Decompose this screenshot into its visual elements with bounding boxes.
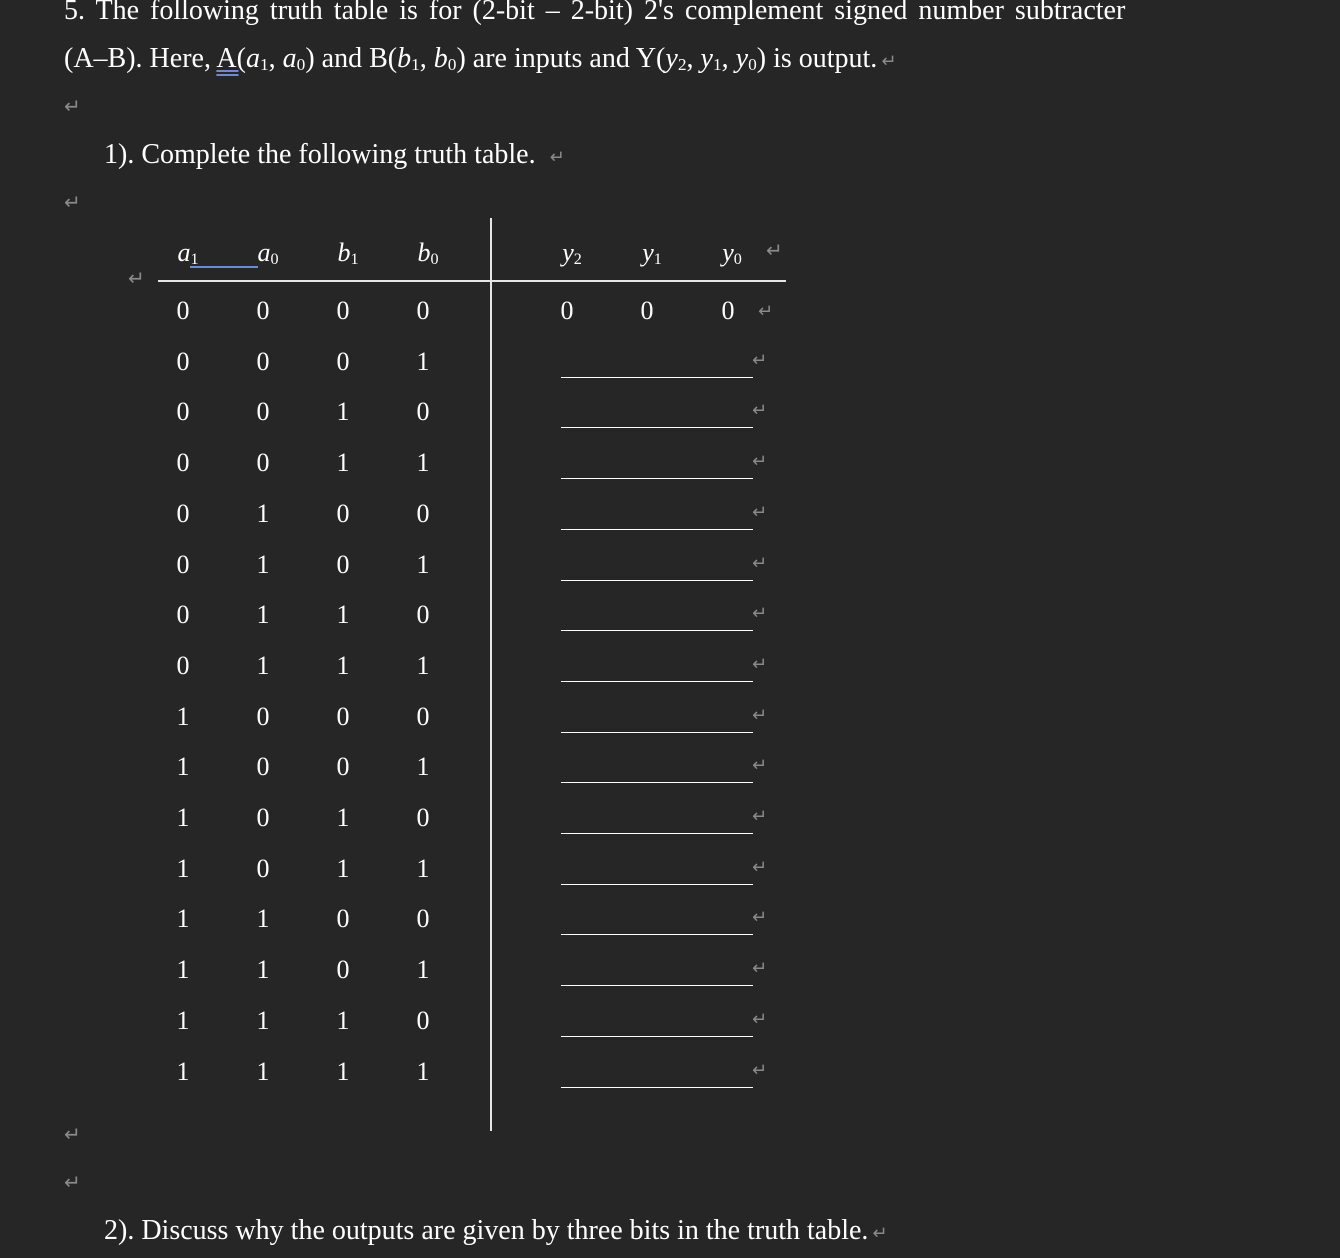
table-cell-input: 0 <box>416 1005 430 1035</box>
table-cell-input: 0 <box>176 498 190 528</box>
table-cell-input: 1 <box>336 803 350 832</box>
table-cell-input: 1 <box>336 1056 350 1086</box>
table-cell-input: 1 <box>176 853 190 883</box>
table-cell-input: 1 <box>416 549 430 579</box>
paragraph-mark-icon: ↵ <box>128 266 145 290</box>
answer-blank[interactable] <box>561 833 753 834</box>
table-cell-input: 1 <box>256 955 270 985</box>
table-cell-input: 0 <box>336 346 350 376</box>
table-vertical-divider <box>490 218 492 1131</box>
table-cell-input: 1 <box>336 448 350 478</box>
answer-blank[interactable] <box>561 478 753 479</box>
paragraph-mark-icon: ↵ <box>752 806 768 827</box>
table-cell-input: 0 <box>256 853 270 883</box>
table-cell-input: 0 <box>176 600 190 630</box>
paragraph-mark-icon: ↵ <box>752 552 768 574</box>
answer-blank[interactable] <box>561 782 753 783</box>
paragraph-mark-icon: ↵ <box>752 501 768 523</box>
table-cell-input: 1 <box>416 448 430 478</box>
paragraph-mark-icon: ↵ <box>752 1008 768 1030</box>
answer-blank[interactable] <box>561 1087 753 1088</box>
table-cell-input: 0 <box>336 752 350 782</box>
answer-blank[interactable] <box>561 985 753 986</box>
paragraph-mark-icon: ↵ <box>758 301 774 322</box>
paragraph-mark-icon: ↵ <box>752 400 768 422</box>
paragraph-mark-icon: ↵ <box>64 1122 81 1146</box>
table-cell-input: 1 <box>336 650 350 680</box>
paragraph-mark-icon: ↵ <box>64 1170 81 1194</box>
table-cell-input: 0 <box>256 803 270 832</box>
table-cell-input: 1 <box>336 1005 350 1035</box>
header-b0: $b_0$ <box>417 238 439 268</box>
table-cell-input: 0 <box>256 448 270 478</box>
table-cell-input: 1 <box>256 904 270 934</box>
table-cell-input: 0 <box>176 650 190 680</box>
table-cell-input: 1 <box>176 752 190 782</box>
answer-blank[interactable] <box>561 427 753 428</box>
paragraph-mark-icon: ↵ <box>881 51 897 72</box>
table-cell-input: 1 <box>176 803 190 832</box>
table-cell-input: 1 <box>176 955 190 985</box>
table-cell-input: 1 <box>336 397 350 427</box>
paragraph-mark-icon: ↵ <box>766 238 783 262</box>
table-cell-input: 0 <box>176 549 190 579</box>
table-cell-input: 1 <box>416 955 430 985</box>
table-cell-input: 0 <box>416 904 430 934</box>
table-cell-input: 0 <box>416 397 430 427</box>
question-text-1: 5. The following truth table is for (2-bit – 2-bit) 2's complement signed number subtracter <box>64 0 1126 26</box>
table-cell-input: 0 <box>176 346 190 376</box>
paragraph-mark-icon: ↵ <box>752 349 768 371</box>
answer-blank[interactable] <box>561 681 753 682</box>
header-y2: $y_2$ <box>562 238 582 268</box>
table-cell-input: 0 <box>336 498 350 528</box>
header-y0: $y_0$ <box>722 238 742 268</box>
header-b1: $b_1$ <box>337 238 359 268</box>
table-cell-output: 0 <box>721 296 735 325</box>
table-cell-input: 0 <box>416 296 430 325</box>
paragraph-mark-icon: ↵ <box>752 856 768 878</box>
table-cell-output: 0 <box>560 296 574 325</box>
answer-blank[interactable] <box>561 1036 753 1037</box>
part2-heading: 2). Discuss why the outputs are given by three bits in the truth table. ↵ <box>104 1215 888 1246</box>
table-cell-input: 1 <box>416 853 430 883</box>
table-cell-input: 1 <box>416 650 430 680</box>
table-cell-input: 1 <box>416 346 430 376</box>
paragraph-mark-icon: ↵ <box>752 958 768 980</box>
table-cell-input: 0 <box>176 296 190 325</box>
paragraph-mark-icon: ↵ <box>549 147 565 168</box>
question-line-1 <box>64 0 1125 28</box>
paragraph-mark-icon: ↵ <box>64 94 81 118</box>
paragraph-mark-icon: ↵ <box>752 704 768 726</box>
table-cell-output: 0 <box>640 296 654 325</box>
table-cell-input: 0 <box>256 296 270 325</box>
header-a1: $a_1$ <box>177 238 199 268</box>
answer-blank[interactable] <box>561 732 753 733</box>
table-cell-input: 0 <box>416 803 430 832</box>
table-cell-input: 1 <box>256 600 270 630</box>
answer-blank[interactable] <box>561 934 753 935</box>
table-cell-input: 0 <box>256 701 270 731</box>
table-cell-input: 0 <box>336 549 350 579</box>
table-cell-input: 1 <box>176 904 190 934</box>
paragraph-mark-icon: ↵ <box>752 603 768 625</box>
paragraph-mark-icon: ↵ <box>752 451 768 473</box>
table-cell-input: 0 <box>336 955 350 985</box>
table-cell-input: 1 <box>256 650 270 680</box>
table-cell-input: 0 <box>336 904 350 934</box>
table-cell-input: 1 <box>256 1005 270 1035</box>
table-cell-input: 1 <box>416 752 430 782</box>
table-cell-input: 0 <box>416 600 430 630</box>
table-cell-input: 1 <box>256 1056 270 1086</box>
paragraph-mark-icon: ↵ <box>64 190 81 214</box>
table-cell-input: 1 <box>176 701 190 731</box>
table-cell-input: 0 <box>176 448 190 478</box>
paragraph-mark-icon: ↵ <box>752 907 768 929</box>
table-cell-input: 0 <box>416 701 430 731</box>
paragraph-mark-icon: ↵ <box>752 1059 768 1081</box>
table-cell-input: 1 <box>256 549 270 579</box>
paragraph-mark-icon: ↵ <box>752 755 768 777</box>
question-line-2: (A–B). Here, $A(a_1$, $a_0$) and $B(b_1$, $b_0$) are inputs and $Y(y_2$, $y_1$, $y_0$) is output. ↵ <box>64 43 897 74</box>
part1-heading: 1). Complete the following truth table. ↵ <box>104 139 565 170</box>
table-cell-input: 1 <box>176 1056 190 1086</box>
table-cell-input: 1 <box>416 1056 430 1086</box>
answer-blank[interactable] <box>561 630 753 631</box>
table-cell-input: 1 <box>176 1005 190 1035</box>
table-cell-input: 1 <box>256 498 270 528</box>
answer-blank[interactable] <box>561 884 753 885</box>
table-cell-input: 0 <box>176 397 190 427</box>
answer-blank[interactable] <box>561 580 753 581</box>
paragraph-mark-icon: ↵ <box>752 653 768 675</box>
answer-blank[interactable] <box>561 377 753 378</box>
table-cell-input: 0 <box>256 752 270 782</box>
table-header-rule <box>158 280 786 282</box>
table-cell-input: 0 <box>336 701 350 731</box>
table-cell-input: 1 <box>336 853 350 883</box>
header-y1: $y_1$ <box>642 238 662 268</box>
answer-blank[interactable] <box>561 529 753 530</box>
table-cell-input: 0 <box>416 498 430 528</box>
header-a0: $a_0$ <box>257 238 279 268</box>
table-cell-input: 0 <box>256 346 270 376</box>
table-cell-input: 0 <box>256 397 270 427</box>
paragraph-mark-icon: ↵ <box>872 1223 888 1244</box>
table-cell-input: 1 <box>336 600 350 630</box>
table-cell-input: 0 <box>336 296 350 325</box>
